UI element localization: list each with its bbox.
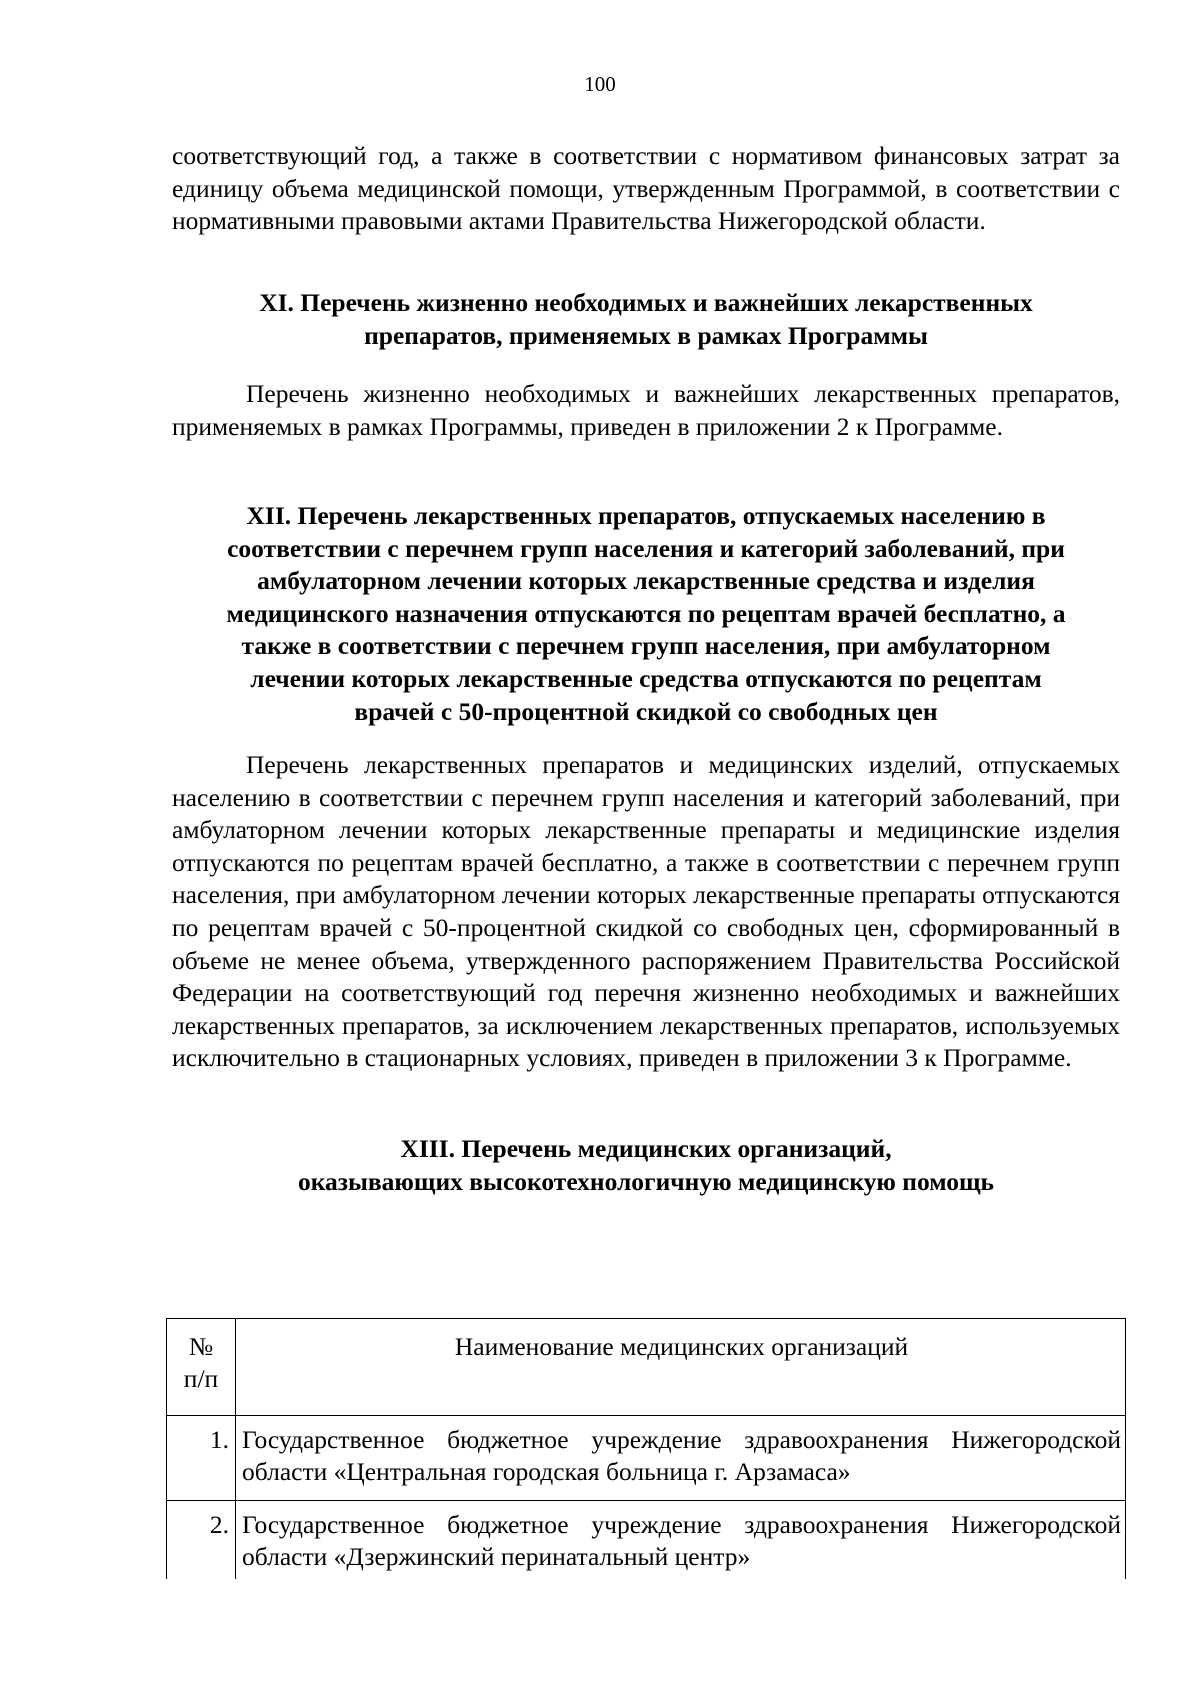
table-row xyxy=(167,1501,1126,1580)
intro-paragraph: соответствующий год, а также в соответствии с нормативом финансовых затрат за единицу объема медицинской помощи, утвержденным Программой, в соответствии с нормативными правовыми актами Правительства Нижегородской области. xyxy=(172,141,1120,236)
medical-organizations-table xyxy=(166,1318,1126,1579)
table-header-row xyxy=(167,1319,1126,1416)
row-number: 2. xyxy=(167,1501,236,1580)
section-11 xyxy=(172,287,1120,352)
section-12-heading-line-3: амбулаторном лечении которых лекарственные средства и изделия xyxy=(257,566,1035,596)
section-11-heading-line-2: препаратов, применяемых в рамках Программы xyxy=(364,320,928,350)
section-12-heading-line-5: также в соответствии с перечнем групп населения, при амбулаторном xyxy=(241,631,1051,661)
section-12-heading-line-6: лечении которых лекарственные средства отпускаются по рецептам xyxy=(250,663,1042,693)
section-11-heading-line-1: XI. Перечень жизненно необходимых и важнейших лекарственных xyxy=(259,288,1033,317)
row-organization-name: Государственное бюджетное учреждение здравоохранения Нижегородской области «Центральная городская больница г. Арзамаса» xyxy=(236,1416,1126,1501)
section-12-heading-line-2: соответствии с перечнем групп населения и категорий заболеваний, при xyxy=(227,533,1065,563)
section-12 xyxy=(172,500,1120,728)
header-name-cell: Наименование медицинских организаций xyxy=(236,1319,1126,1416)
section-12-heading-line-1: XII. Перечень лекарственных препаратов, отпускаемых населению в xyxy=(246,501,1046,530)
section-13-heading-line-1: XIII. Перечень медицинских организаций, xyxy=(400,1134,892,1163)
section-11-text-block xyxy=(172,378,1120,443)
table-row xyxy=(167,1416,1126,1501)
page-number: 100 xyxy=(584,72,616,96)
section-12-text: Перечень лекарственных препаратов и медицинских изделий, отпускаемых населению в соответствии с перечнем групп населения и категорий заболеваний, при амбулаторном лечении которых лекарственные препараты и медицинские изделия отпускаются по рецептам врачей бесплатно, а также в соответствии с перечнем групп населения, при амбулаторном лечении которых лекарственные препараты отпускаются по рецептам врачей с 50-процентной скидкой со свободных цен, сформированный в объеме не менее объема, утвержденного распоряжением Правительства Российской Федерации на соответствующий год перечня жизненно необходимых и важнейших лекарственных препаратов, за исключением лекарственных препаратов, используемых исключительно в стационарных условиях, приведен в приложении 3 к Программе. xyxy=(172,750,1120,1073)
row-number: 1. xyxy=(167,1416,236,1501)
section-13 xyxy=(172,1133,1120,1198)
row-organization-name: Государственное бюджетное учреждение здравоохранения Нижегородской области «Дзержинский перинатальный центр» xyxy=(236,1501,1126,1580)
header-num-label: № xyxy=(188,1332,214,1361)
intro-paragraph-block xyxy=(172,140,1120,238)
section-12-text-block xyxy=(172,749,1120,1075)
header-num-cell xyxy=(167,1319,236,1416)
section-13-heading-line-2: оказывающих высокотехнологичную медицинскую помощь xyxy=(297,1166,995,1196)
section-12-heading-line-7: врачей с 50-процентной скидкой со свободных цен xyxy=(354,696,938,726)
section-11-text: Перечень жизненно необходимых и важнейших лекарственных препаратов, применяемых в рамках Программы, приведен в приложении 2 к Программе. xyxy=(172,379,1120,441)
section-12-heading-line-4: медицинского назначения отпускаются по рецептам врачей бесплатно, а xyxy=(226,598,1066,628)
header-num-sublabel: п/п xyxy=(183,1364,219,1393)
